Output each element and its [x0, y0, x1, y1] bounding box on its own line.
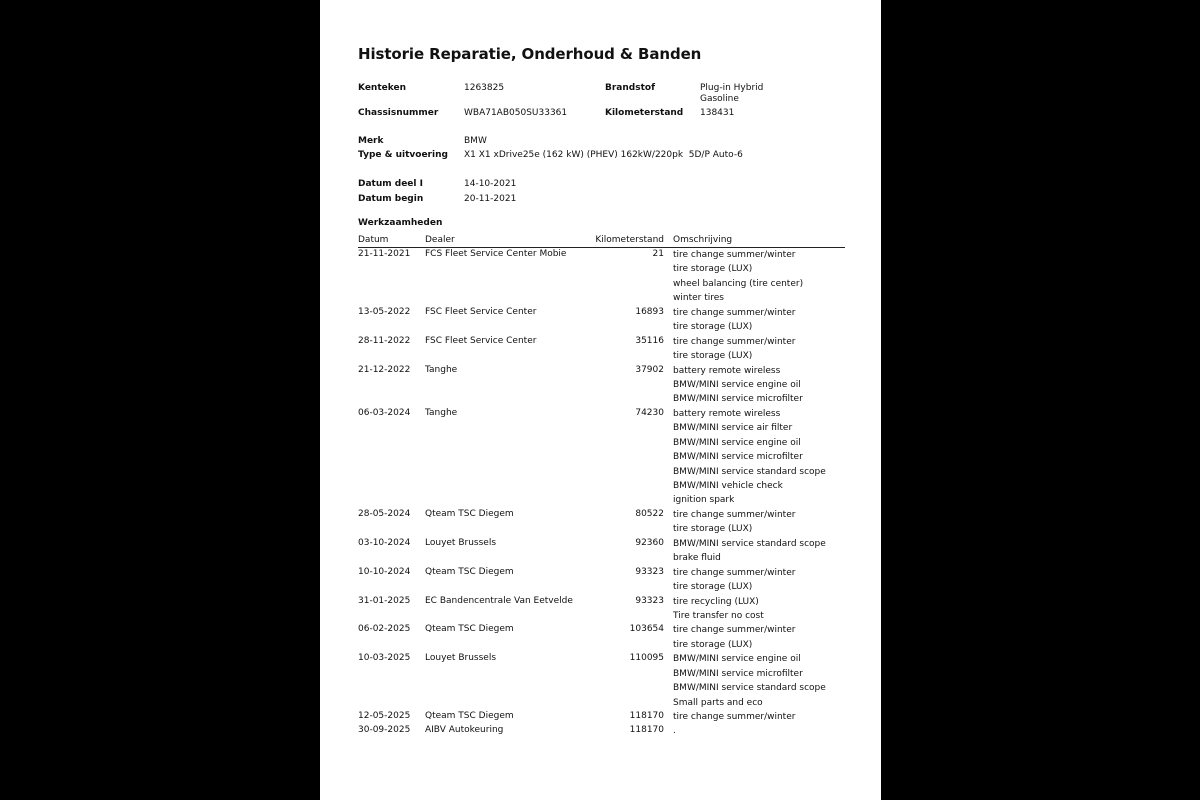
row-kilometerstand: 92360 — [635, 537, 664, 548]
table-row — [358, 249, 845, 307]
description-item: wheel balancing (tire center) — [673, 278, 804, 289]
description-item: tire change summer/winter — [673, 567, 796, 578]
datum-begin-value: 20-11-2021 — [464, 194, 517, 204]
description-item: BMW/MINI service engine oil — [673, 437, 801, 448]
row-description — [673, 653, 845, 711]
row-kilometerstand: 16893 — [635, 306, 664, 317]
row-description — [673, 567, 845, 596]
row-dealer: Tanghe — [425, 407, 458, 418]
description-item: tire change summer/winter — [673, 307, 796, 318]
row-kilometerstand: 110095 — [629, 653, 664, 664]
description-item: BMW/MINI service air filter — [673, 423, 793, 434]
description-item: battery remote wireless — [673, 365, 781, 376]
row-kilometerstand: 93323 — [635, 566, 664, 577]
kilometerstand-label: Kilometerstand — [605, 108, 684, 118]
description-item: tire recycling (LUX) — [673, 596, 759, 607]
description-item: winter tires — [673, 293, 724, 304]
table-row — [358, 538, 845, 567]
type-value: X1 X1 xDrive25e (162 kW) (PHEV) 162kW/220pk 5D/P Auto-6 — [464, 150, 743, 160]
table-row — [358, 365, 845, 408]
chassis-value: WBA71AB050SU33361 — [464, 108, 568, 118]
description-item: BMW/MINI service microfilter — [673, 394, 803, 405]
row-kilometerstand: 118170 — [629, 725, 664, 736]
table-header — [358, 234, 845, 248]
description-item: Small parts and eco — [673, 697, 763, 708]
description-item: battery remote wireless — [673, 408, 781, 419]
row-description — [673, 538, 845, 567]
table-row — [358, 624, 845, 653]
description-item: tire change summer/winter — [673, 712, 796, 722]
description-item: tire change summer/winter — [673, 509, 796, 520]
row-date: 03-10-2024 — [358, 537, 411, 548]
row-description — [673, 509, 845, 538]
row-date: 31-01-2025 — [358, 595, 411, 606]
row-kilometerstand: 74230 — [635, 407, 664, 418]
description-item: BMW/MINI service standard scope — [673, 683, 826, 694]
datum-deel-label: Datum deel I — [358, 179, 423, 189]
row-kilometerstand: 93323 — [635, 595, 664, 606]
description-item: BMW/MINI service standard scope — [673, 466, 826, 477]
description-item: tire storage (LUX) — [673, 582, 753, 593]
row-description — [673, 249, 845, 307]
merk-value: BMW — [464, 136, 487, 146]
description-item: BMW/MINI service engine oil — [673, 379, 801, 390]
row-date: 28-05-2024 — [358, 508, 411, 519]
chassis-label: Chassisnummer — [358, 108, 439, 118]
row-dealer: Qteam TSC Diegem — [425, 566, 514, 577]
row-dealer: Qteam TSC Diegem — [425, 508, 514, 519]
document-page — [320, 0, 881, 800]
row-date: 30-09-2025 — [358, 725, 411, 736]
description-item: brake fluid — [673, 553, 721, 564]
row-description — [673, 725, 845, 739]
row-dealer: FSC Fleet Service Center — [425, 335, 537, 346]
row-dealer: Louyet Brussels — [425, 537, 497, 548]
row-description — [673, 307, 845, 336]
row-kilometerstand: 37902 — [635, 364, 664, 375]
row-date: 06-03-2024 — [358, 407, 411, 418]
description-item: BMW/MINI service microfilter — [673, 668, 803, 679]
table-row — [358, 596, 845, 625]
description-item: ignition spark — [673, 495, 735, 506]
description-item: tire change summer/winter — [673, 625, 796, 636]
row-kilometerstand: 80522 — [635, 508, 664, 519]
description-item: tire change summer/winter — [673, 336, 796, 347]
description-item: BMW/MINI service standard scope — [673, 538, 826, 549]
row-dealer: EC Bandencentrale Van Eetvelde — [425, 595, 573, 606]
row-date: 10-03-2025 — [358, 653, 411, 664]
description-item: . — [673, 726, 676, 737]
table-row — [358, 567, 845, 596]
row-dealer: AIBV Autokeuring — [425, 725, 504, 736]
row-date: 13-05-2022 — [358, 306, 411, 317]
kenteken-label: Kenteken — [358, 83, 406, 93]
column-header-omschrijving: Omschrijving — [673, 235, 733, 245]
row-dealer: Qteam TSC Diegem — [425, 711, 514, 721]
datum-begin-label: Datum begin — [358, 194, 424, 204]
merk-label: Merk — [358, 136, 384, 146]
description-item: tire change summer/winter — [673, 250, 796, 260]
section-title: Werkzaamheden — [358, 218, 443, 228]
page-title: Historie Reparatie, Onderhoud & Banden — [358, 45, 702, 63]
row-dealer: FCS Fleet Service Center Mobie — [425, 249, 567, 259]
row-description — [673, 711, 845, 725]
kilometerstand-value: 138431 — [700, 108, 735, 118]
row-kilometerstand: 118170 — [629, 711, 664, 721]
description-item: BMW/MINI service microfilter — [673, 452, 803, 463]
brandstof-value-line2: Gasoline — [700, 94, 739, 104]
kenteken-value: 1263825 — [464, 83, 505, 93]
type-label: Type & uitvoering — [358, 150, 448, 160]
table-row — [358, 725, 845, 739]
row-description — [673, 596, 845, 625]
row-dealer: Qteam TSC Diegem — [425, 624, 514, 635]
table-row — [358, 336, 845, 365]
row-date: 10-10-2024 — [358, 566, 411, 577]
description-item: Tire transfer no cost — [673, 610, 764, 621]
description-item: tire storage (LUX) — [673, 264, 753, 275]
row-dealer: Tanghe — [425, 364, 458, 375]
brandstof-label: Brandstof — [605, 83, 655, 93]
brandstof-value-line1: Plug-in Hybrid — [700, 83, 764, 93]
row-kilometerstand: 35116 — [635, 335, 664, 346]
row-date: 21-11-2021 — [358, 249, 411, 259]
table-row — [358, 408, 845, 509]
row-date: 28-11-2022 — [358, 335, 411, 346]
row-dealer: Louyet Brussels — [425, 653, 497, 664]
description-item: tire storage (LUX) — [673, 524, 753, 535]
column-header-dealer: Dealer — [425, 235, 455, 245]
column-header-datum: Datum — [358, 235, 389, 245]
row-description — [673, 408, 845, 509]
table-row — [358, 653, 845, 711]
row-date: 12-05-2025 — [358, 711, 411, 721]
row-date: 21-12-2022 — [358, 364, 411, 375]
description-item: tire storage (LUX) — [673, 351, 753, 362]
column-header-kilometerstand: Kilometerstand — [595, 235, 664, 245]
description-item: tire storage (LUX) — [673, 639, 753, 650]
table-row — [358, 509, 845, 538]
description-item: BMW/MINI vehicle check — [673, 481, 783, 491]
description-item: tire storage (LUX) — [673, 322, 753, 333]
table-row — [358, 711, 845, 725]
table-row — [358, 307, 845, 336]
row-kilometerstand: 21 — [652, 249, 664, 259]
work-history-table — [358, 249, 845, 740]
datum-deel-value: 14-10-2021 — [464, 179, 517, 189]
row-dealer: FSC Fleet Service Center — [425, 306, 537, 317]
row-description — [673, 624, 845, 653]
row-date: 06-02-2025 — [358, 624, 411, 635]
row-kilometerstand: 103654 — [629, 624, 664, 635]
row-description — [673, 336, 845, 365]
row-description — [673, 365, 845, 408]
description-item: BMW/MINI service engine oil — [673, 654, 801, 665]
